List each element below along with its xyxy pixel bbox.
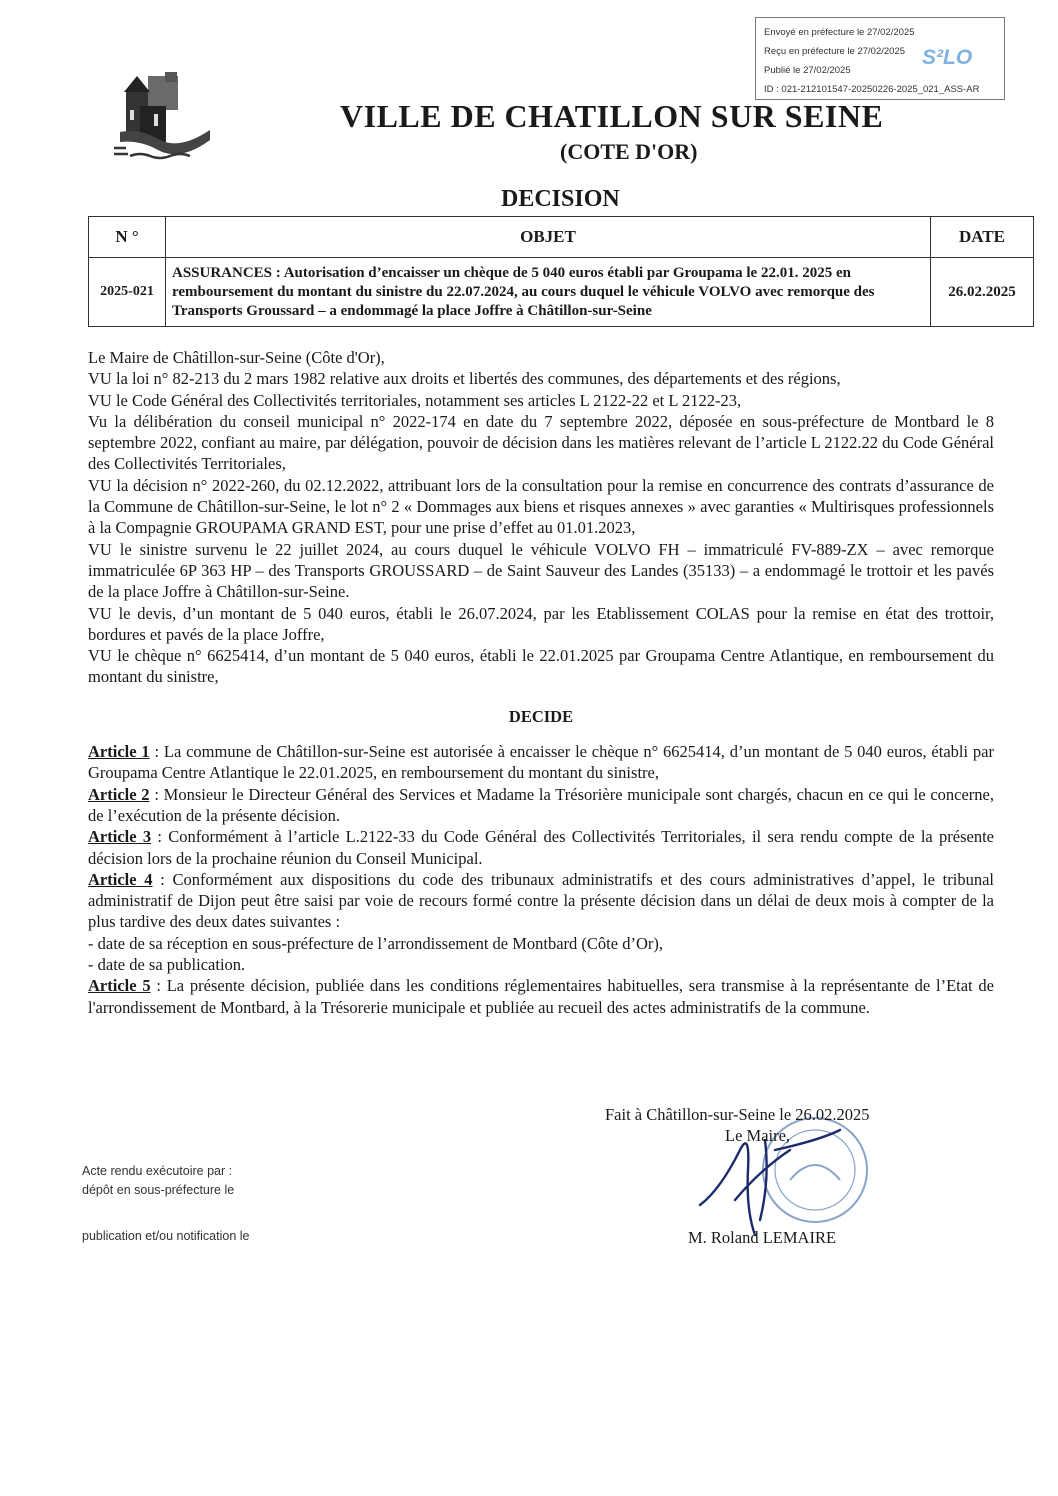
vu-paragraph: VU le Code Général des Collectivités territoriales, notamment ses articles L 2122-22 et L 2122-23, bbox=[88, 390, 742, 410]
executoire-block bbox=[82, 1162, 249, 1246]
article-2 bbox=[88, 784, 994, 827]
decide-heading: DECIDE bbox=[508, 706, 574, 726]
le-maire-label: Le Maire, bbox=[725, 1126, 791, 1145]
stamp-envoye: Envoyé en préfecture le 27/02/2025 bbox=[764, 27, 915, 38]
town-name: VILLE DE CHATILLON SUR SEINE bbox=[340, 98, 884, 134]
col-header-num: N ° bbox=[89, 217, 166, 258]
article-text: : Conformément aux dispositions du code des tribunaux administratifs et des cours administratives d’appel, le tribunal administratif de Dijon peut être saisi par voie de recours formé contre la présente décision dans un délai de deux mois à compter de la plus tardive des deux dates suivantes : bbox=[88, 869, 994, 932]
decision-date: 26.02.2025 bbox=[931, 258, 1034, 327]
signature-block bbox=[605, 1104, 870, 1146]
article-label: Article 1 bbox=[88, 742, 150, 762]
signatory-name: M. Roland LEMAIRE bbox=[688, 1228, 837, 1247]
vu-paragraph: VU le chèque n° 6625414, d’un montant de 5 040 euros, établi le 22.01.2025 par Groupama Centre Atlantique, en remboursement du montant du sinistre, bbox=[88, 646, 994, 687]
vu-paragraph: VU le sinistre survenu le 22 juillet 2024, au cours duquel le véhicule VOLVO FH – immatriculé FV-889-ZX – avec remorque immatriculée 6P 363 HP – des Transports GROUSSARD – de Saint Sauveur des Landes (35133) – a endommagé le trottoir et les pavés de la place Joffre à Châtillon-sur-Seine. bbox=[88, 539, 994, 602]
article-4-item: - date de sa réception en sous-préfecture de l’arrondissement de Montbard (Côte d’Or), bbox=[88, 933, 663, 953]
vu-paragraph: VU la loi n° 82-213 du 2 mars 1982 relative aux droits et libertés des communes, des départements et des régions, bbox=[88, 369, 841, 389]
vu-paragraph: VU le devis, d’un montant de 5 040 euros, établi le 26.07.2024, par les Etablissement COLAS pour la remise en état des trottoir, bordures et pavés de la place Joffre, bbox=[88, 603, 994, 644]
article-text: : Monsieur le Directeur Général des Services et Madame la Trésorière municipale sont chargés, chacun en ce qui le concerne, de l’exécution de la présente décision. bbox=[88, 784, 994, 825]
fait-a-line: Fait à Châtillon-sur-Seine le 26.02.2025 bbox=[605, 1105, 870, 1124]
article-text: : La commune de Châtillon-sur-Seine est autorisée à encaisser le chèque n° 6625414, d’un montant de 5 040 euros, établi par Groupama Centre Atlantique le 22.01.2025, en remboursement du montant du sinistre, bbox=[88, 742, 994, 783]
page-title: DECISION bbox=[501, 186, 620, 212]
col-header-date: DATE bbox=[931, 217, 1034, 258]
executoire-line: Acte rendu exécutoire par : bbox=[82, 1164, 233, 1178]
stamp-id: ID : 021-212101547-20250226-2025_021_ASS-AR bbox=[764, 84, 980, 95]
town-logo bbox=[110, 70, 215, 165]
article-4 bbox=[88, 869, 994, 933]
s2lo-logo: S²LO bbox=[922, 46, 973, 69]
decision-body bbox=[88, 347, 994, 1018]
table-row bbox=[89, 258, 1034, 327]
article-label: Article 5 bbox=[88, 976, 151, 996]
article-label: Article 2 bbox=[88, 784, 150, 804]
article-text: : Conformément à l’article L.2122-33 du Code Général des Collectivités Territoriales, il sera rendu compte de la présente décision lors de la prochaine réunion du Conseil Municipal. bbox=[88, 827, 994, 868]
table-header-row bbox=[89, 217, 1034, 258]
article-3 bbox=[88, 826, 994, 869]
article-1 bbox=[88, 741, 994, 784]
prefecture-stamp bbox=[755, 17, 1005, 100]
decision-number: 2025-021 bbox=[89, 258, 166, 327]
decision-object: ASSURANCES : Autorisation d’encaisser un chèque de 5 040 euros établi par Groupama le 22.01. 2025 en remboursement du montant du sinistre du 22.07.2024, au cours duquel le véhicule VOLVO avec remorque des Transports Groussard – a endommagé la place Joffre à Châtillon-sur-Seine bbox=[166, 258, 931, 327]
article-label: Article 4 bbox=[88, 869, 153, 889]
executoire-line: dépôt en sous-préfecture le bbox=[82, 1183, 235, 1197]
department-name: (COTE D'OR) bbox=[560, 139, 698, 164]
vu-paragraph: Vu la délibération du conseil municipal n° 2022-174 en date du 7 septembre 2022, déposée en sous-préfecture de Montbard le 8 septembre 2022, confiant au maire, par délégation, pouvoir de décision dans les matières relevant de l’article L 2122.22 du Code Général des Collectivités Territoriales, bbox=[88, 411, 994, 474]
executoire-line: publication et/ou notification le bbox=[82, 1229, 250, 1243]
article-5 bbox=[88, 975, 994, 1018]
col-header-objet: OBJET bbox=[166, 217, 931, 258]
article-4-item: - date de sa publication. bbox=[88, 955, 246, 975]
article-label: Article 3 bbox=[88, 827, 152, 847]
stamp-recu: Reçu en préfecture le 27/02/2025 bbox=[764, 46, 906, 57]
decision-table bbox=[88, 216, 1034, 327]
article-text: : La présente décision, publiée dans les conditions réglementaires habituelles, sera transmise à la représentante de l’Etat de l'arrondissement de Montbard, à la Trésorerie municipale et publiée au recueil des actes administratifs de la commune. bbox=[88, 976, 994, 1017]
stamp-publie: Publié le 27/02/2025 bbox=[764, 65, 851, 76]
vu-paragraph: VU la décision n° 2022-260, du 02.12.2022, attribuant lors de la consultation pour la remise en concurrence des contrats d’assurance de la Commune de Châtillon-sur-Seine, le lot n° 2 « Dommages aux biens et risques annexes » avec garanties « Multirisques professionnels à la Compagnie GROUPAMA GRAND EST, pour une prise d’effet au 01.01.2023, bbox=[88, 475, 994, 538]
maire-line: Le Maire de Châtillon-sur-Seine (Côte d'Or), bbox=[88, 348, 385, 367]
